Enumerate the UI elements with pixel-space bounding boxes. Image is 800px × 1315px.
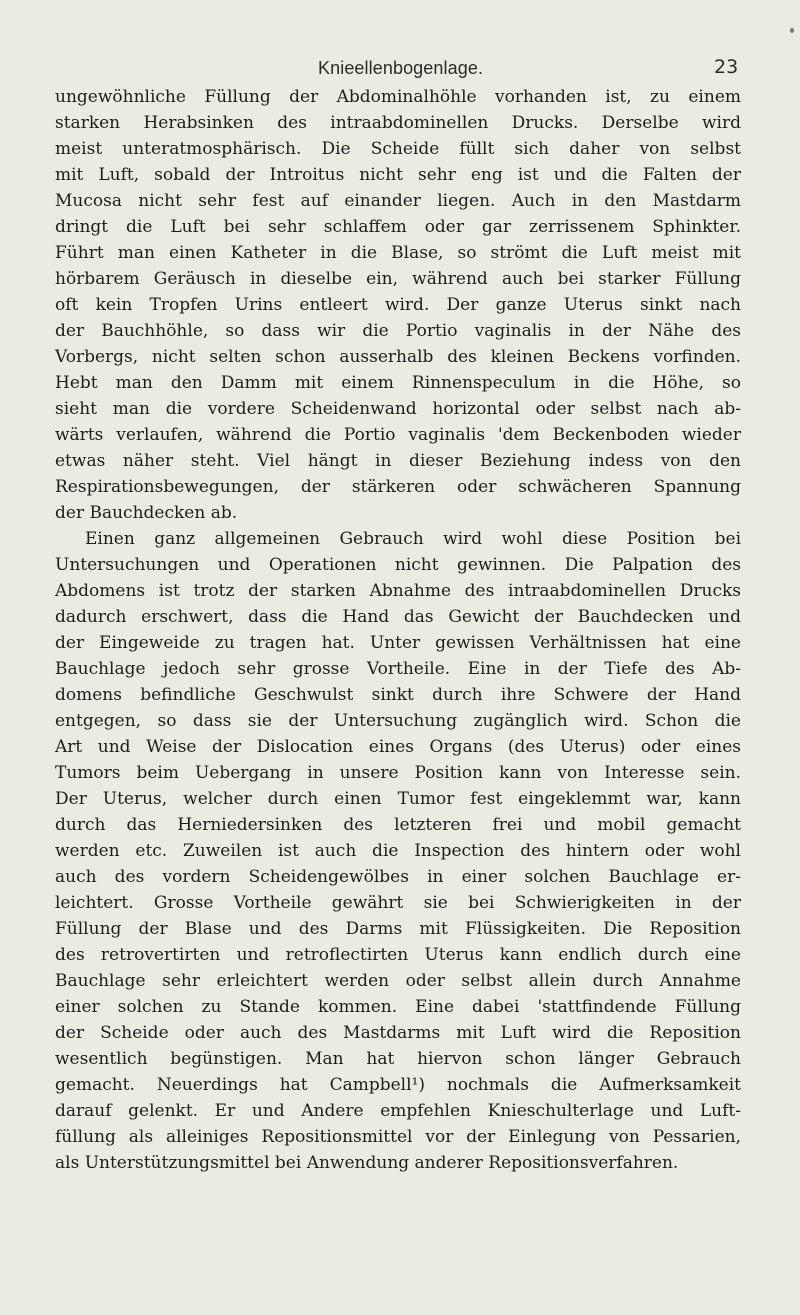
text-line: einer solchen zu Stande kommen. Eine dabei 'stattfindende Füllung [55,997,741,1017]
body-text [55,84,741,1176]
text-line: oft kein Tropfen Urins entleert wird. Der ganze Uterus sinkt nach [55,295,741,315]
text-line: Füllung der Blase und des Darms mit Flüssigkeiten. Die Reposition [55,919,741,939]
paragraph-start-line: Einen ganz allgemeinen Gebrauch wird wohl diese Position bei [85,529,741,549]
text-line: der Bauchdecken ab. [55,503,238,523]
text-line: gemacht. Neuerdings hat Campbell¹) nochmals die Aufmerksamkeit [55,1075,741,1095]
text-line: Führt man einen Katheter in die Blase, so strömt die Luft meist mit [55,243,741,263]
text-line: Untersuchungen und Operationen nicht gewinnen. Die Palpation des [55,555,741,575]
text-line: Abdomens ist trotz der starken Abnahme des intraabdominellen Drucks [55,581,741,601]
text-line: Mucosa nicht sehr fest auf einander liegen. Auch in den Mastdarm [55,191,741,211]
text-line: Respirationsbewegungen, der stärkeren oder schwächeren Spannung [55,477,741,497]
text-line: mit Luft, sobald der Introitus nicht sehr eng ist und die Falten der [55,165,741,185]
running-title: Knieellenbogenlage. [318,58,484,78]
ink-speck [790,28,794,33]
text-line: durch das Herniedersinken des letzteren frei und mobil gemacht [55,815,741,835]
text-line: Bauchlage jedoch sehr grosse Vortheile. Eine in der Tiefe des Ab- [55,659,741,679]
text-line: hörbarem Geräusch in dieselbe ein, während auch bei starker Füllung [55,269,741,289]
text-line: Der Uterus, welcher durch einen Tumor fest eingeklemmt war, kann [55,789,741,809]
text-line: der Scheide oder auch des Mastdarms mit Luft wird die Reposition [55,1023,741,1043]
text-line: Hebt man den Damm mit einem Rinnenspeculum in die Höhe, so [55,373,741,393]
text-line: starken Herabsinken des intraabdominellen Drucks. Derselbe wird [55,113,741,133]
text-line: füllung als alleiniges Repositionsmittel vor der Einlegung von Pessarien, [55,1127,741,1147]
text-line: des retrovertirten und retroflectirten Uterus kann endlich durch eine [55,945,741,965]
text-line: werden etc. Zuweilen ist auch die Inspection des hintern oder wohl [55,841,741,861]
text-line: dadurch erschwert, dass die Hand das Gewicht der Bauchdecken und [55,607,741,627]
text-line: entgegen, so dass sie der Untersuchung zugänglich wird. Schon die [55,711,741,731]
text-line: leichtert. Grosse Vortheile gewährt sie bei Schwierigkeiten in der [55,893,741,913]
text-line: als Unterstützungsmittel bei Anwendung anderer Repositionsverfahren. [55,1153,679,1173]
text-line: der Bauchhöhle, so dass wir die Portio vaginalis in der Nähe des [55,321,741,341]
text-line: Vorbergs, nicht selten schon ausserhalb des kleinen Beckens vorfinden. [55,347,741,367]
text-line: Bauchlage sehr erleichtert werden oder selbst allein durch Annahme [55,971,741,991]
text-line: Art und Weise der Dislocation eines Organs (des Uterus) oder eines [55,737,741,757]
text-line: domens befindliche Geschwulst sinkt durch ihre Schwere der Hand [55,685,741,705]
text-line: etwas näher steht. Viel hängt in dieser Beziehung indess von den [55,451,741,471]
text-line: der Eingeweide zu tragen hat. Unter gewissen Verhältnissen hat eine [55,633,741,653]
text-line: Tumors beim Uebergang in unsere Position kann von Interesse sein. [55,763,741,783]
text-line: auch des vordern Scheidengewölbes in einer solchen Bauchlage er- [55,867,741,887]
text-line: sieht man die vordere Scheidenwand horizontal oder selbst nach ab- [55,399,741,419]
page-number: 23 [714,56,739,78]
text-line: ungewöhnliche Füllung der Abdominalhöhle vorhanden ist, zu einem [55,87,741,107]
text-line: meist unteratmosphärisch. Die Scheide füllt sich daher von selbst [55,139,741,159]
text-line: wesentlich begünstigen. Man hat hiervon schon länger Gebrauch [55,1049,741,1069]
text-line: dringt die Luft bei sehr schlaffem oder gar zerrissenem Sphinkter. [55,217,741,237]
text-line: wärts verlaufen, während die Portio vaginalis 'dem Beckenboden wieder [55,425,741,445]
text-line: darauf gelenkt. Er und Andere empfehlen Knieschulterlage und Luft- [55,1101,741,1121]
